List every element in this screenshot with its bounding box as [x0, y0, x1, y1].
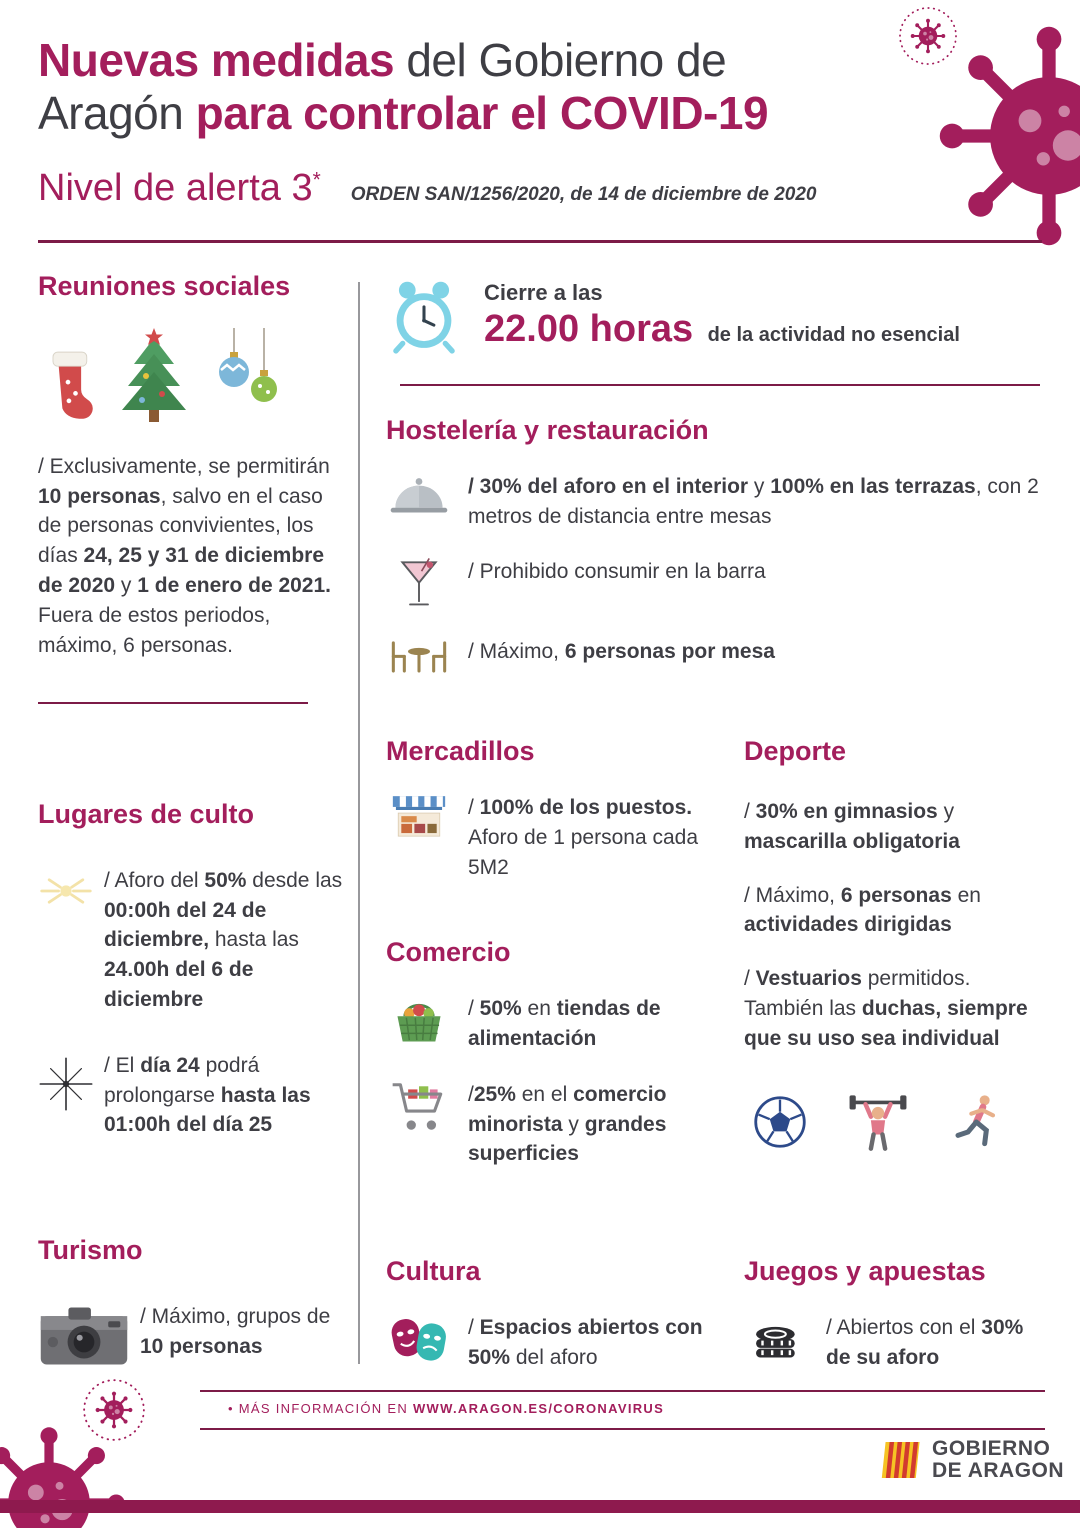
sub-columns: [386, 737, 1044, 1372]
turismo-heading: Turismo: [38, 1235, 143, 1265]
header-divider: [38, 240, 1042, 243]
alarm-clock-icon: [386, 278, 462, 354]
sports-icons-row: [744, 1090, 1044, 1154]
deporte-vestuarios-text: / Vestuarios permitidos. También las duchas, siempre que su uso sea individual: [744, 967, 1028, 1050]
section-turismo: [38, 1236, 358, 1368]
section-juegos: [744, 1257, 1044, 1372]
theater-masks-icon: [386, 1313, 452, 1373]
divider: [400, 384, 1040, 386]
christmas-tree-icon: [116, 328, 192, 424]
deporte-heading: Deporte: [744, 736, 847, 767]
hosteleria-barra-text: / Prohibido consumir en la barra: [468, 560, 766, 584]
hosteleria-mesa-text: / Máximo, 6 personas por mesa: [468, 640, 775, 664]
comercio-alimentacion-text: / 50% en tiendas de alimentación: [468, 997, 661, 1050]
comercio-item-alimentacion: [386, 994, 716, 1054]
mercadillos-text: / 100% de los puestos. Aforo de 1 persona cada 5M2: [468, 796, 698, 879]
page-title: Nuevas medidas del Gobierno de Aragón para controlar el COVID-19: [38, 34, 769, 140]
shopping-cart-icon: [386, 1080, 452, 1169]
hosteleria-item-aforo: [386, 472, 1044, 532]
closing-rest: de la actividad no esencial: [707, 324, 960, 346]
culto-item-dia24: [38, 1051, 348, 1140]
alert-level: Nivel de alerta 3*: [38, 166, 321, 209]
more-info-text: • MÁS INFORMACIÓN EN WWW.ARAGON.ES/CORONAVIRUS: [228, 1401, 665, 1416]
closing-text: [484, 278, 960, 351]
christmas-icons-row: [38, 324, 338, 424]
column-divider: [358, 282, 360, 1364]
section-mercadillos-comercio: [386, 737, 716, 1257]
mercadillos-item: [386, 793, 716, 882]
footer-divider-top: [200, 1390, 1045, 1392]
candle-glow-icon: [38, 866, 94, 1015]
juegos-heading: Juegos y apuestas: [744, 1256, 986, 1287]
logo-line1: GOBIERNO: [932, 1437, 1051, 1460]
section-deporte: [744, 737, 1044, 1257]
reuniones-heading: Reuniones sociales: [38, 271, 291, 301]
section-lugares-de-culto: [38, 800, 348, 1140]
camera-icon: [38, 1302, 130, 1368]
virus-icon: [935, 22, 1080, 250]
comercio-minorista-text: /25% en el comercio minorista y grandes superficies: [468, 1082, 667, 1166]
culto-item-aforo: [38, 866, 348, 1015]
closing-time: 22.00 horas: [484, 308, 694, 350]
logo-text: [932, 1438, 1064, 1482]
christmas-stocking-icon: [38, 344, 98, 424]
star-sparkle-icon: [38, 1051, 94, 1140]
closing-time-banner: [386, 278, 1044, 354]
aragon-flag-icon: [878, 1438, 922, 1482]
logo-line2: DE ARAGON: [932, 1459, 1065, 1483]
footer-divider-bottom: [200, 1428, 1045, 1430]
cultura-heading: Cultura: [386, 1256, 481, 1287]
culto-dia24-text: / El día 24 podrá prolongarse hasta las 01:00h del día 25: [104, 1053, 311, 1137]
cocktail-icon: [386, 557, 452, 611]
ornaments-icon: [210, 328, 286, 424]
deporte-personas-text: / Máximo, 6 personas en actividades dirigidas: [744, 883, 981, 937]
section-cultura: [386, 1257, 716, 1372]
deporte-gimnasios-text: / 30% en gimnasios y mascarilla obligatoria: [744, 800, 960, 853]
cultura-text: / Espacios abiertos con 50% del aforo: [468, 1316, 703, 1369]
market-stall-icon: [386, 793, 452, 882]
serving-dish-icon: [386, 472, 452, 532]
soccer-ball-icon: [752, 1094, 808, 1150]
section-reuniones-sociales: [38, 272, 338, 704]
culto-heading: Lugares de culto: [38, 799, 255, 829]
main-content: [386, 278, 1044, 1373]
hosteleria-item-mesa: [386, 637, 1044, 677]
juegos-item: [744, 1313, 1044, 1373]
reuniones-rules-text: / Exclusivamente, se permitirán 10 personas, salvo en el caso de personas convivientes, los días 24, 25 y 31 de diciembre de 2020 y 1 de enero de 2021. Fuera de estos periodos, máximo, 6 personas.: [38, 454, 332, 657]
culto-aforo-text: / Aforo del 50% desde las 00:00h del 24 de diciembre, hasta las 24.00h del 6 de diciembre: [104, 868, 343, 1011]
hosteleria-item-barra: [386, 557, 1044, 611]
bottom-bar: [0, 1500, 1080, 1513]
cultura-item: [386, 1313, 716, 1373]
turismo-text: / Máximo, grupos de 10 personas: [140, 1304, 331, 1358]
table-chairs-icon: [386, 637, 452, 677]
poker-chips-icon: [744, 1313, 810, 1373]
mercadillos-heading: Mercadillos: [386, 736, 535, 767]
gobierno-aragon-logo: [878, 1438, 1064, 1482]
hosteleria-heading: Hostelería y restauración: [386, 415, 709, 445]
weightlifting-icon: [846, 1090, 910, 1154]
running-icon: [948, 1092, 1008, 1152]
comercio-item-minorista: [386, 1080, 716, 1169]
food-basket-icon: [386, 994, 452, 1054]
alert-row: [38, 167, 908, 210]
divider: [38, 702, 308, 704]
closing-line1: Cierre a las: [484, 280, 603, 305]
turismo-item: [38, 1302, 358, 1368]
header: [38, 34, 908, 210]
hosteleria-aforo-text: / 30% del aforo en el interior y 100% en las terrazas, con 2 metros de distancia entre mesas: [468, 474, 1039, 528]
juegos-text: / Abiertos con el 30% de su aforo: [826, 1316, 1024, 1369]
order-reference: ORDEN SAN/1256/2020, de 14 de diciembre de 2020: [350, 183, 817, 205]
comercio-heading: Comercio: [386, 937, 511, 968]
